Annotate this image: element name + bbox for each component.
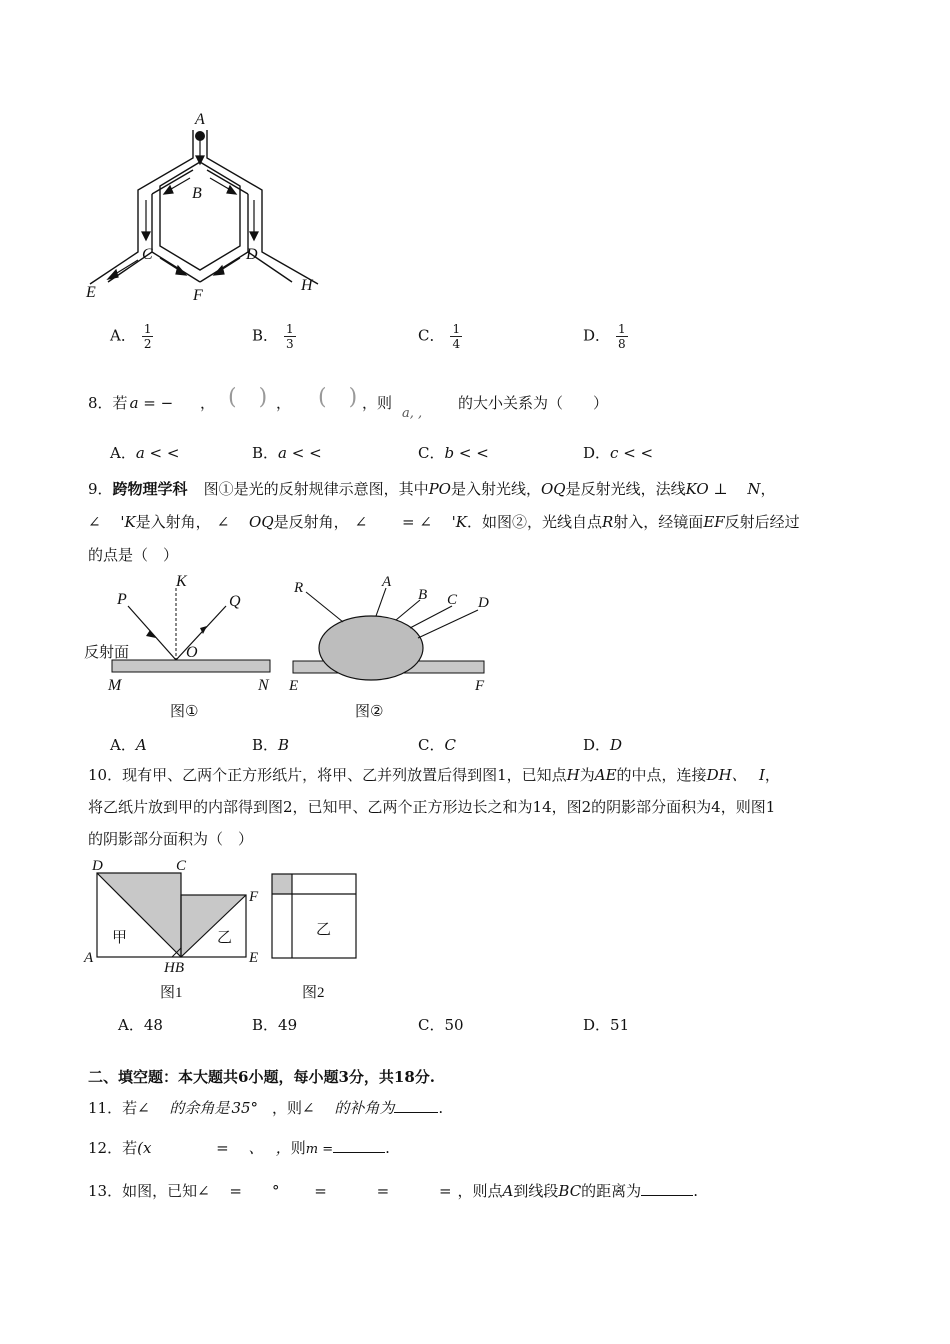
label-O: O: [186, 644, 198, 661]
label-N: N: [258, 677, 269, 694]
q12-answer-blank[interactable]: [333, 1140, 385, 1153]
label-H: H: [301, 277, 313, 294]
q8-c-paren: ( ): [318, 385, 358, 410]
q9-option-b[interactable]: B．B: [252, 736, 290, 754]
label-R: R: [294, 580, 304, 596]
label-jia: 甲: [112, 930, 128, 946]
fig2-caption: 图②: [355, 702, 384, 720]
label-yi: 乙: [217, 930, 233, 946]
q8-abc: a, ,: [402, 406, 423, 421]
ray-b: [396, 600, 420, 620]
q10-stem-line2: 将乙纸片放到甲的内部得到图2，已知甲、乙两个正方形边长之和为14，图2的阴影部分面积为4，则图1: [88, 798, 776, 816]
q8-stem: 8．若 a = − ， ( ) ， ( ) ，则 a, , 的大小关系为（ ）: [88, 392, 860, 413]
label-D: D: [478, 595, 489, 611]
q13-stem: 13．如图，已知∠ = ° = = = ，则点A到线段BC的距离为 .: [88, 1182, 698, 1200]
q10-option-c[interactable]: C．50: [418, 1016, 464, 1034]
label-D: D: [246, 246, 258, 263]
label-C: C: [176, 858, 187, 874]
outer-path-right: [207, 130, 318, 284]
label-D: D: [92, 858, 103, 874]
label-C: C: [447, 592, 458, 608]
q8-option-b[interactable]: B．a < <: [252, 444, 322, 462]
label-Q: Q: [229, 593, 241, 610]
label-P: P: [117, 591, 127, 608]
fig1-caption: 图①: [170, 702, 199, 720]
q8-option-c[interactable]: C．b < <: [418, 444, 489, 462]
label-E: E: [86, 284, 96, 301]
start-dot: [195, 131, 205, 141]
q8-option-d[interactable]: D．c < <: [583, 444, 654, 462]
fraction: $\frac{1}{8}$: [618, 322, 626, 351]
ray-d: [418, 610, 478, 638]
mirror-mn: [112, 660, 270, 672]
label-M: M: [108, 677, 122, 694]
path-bottom-right: [200, 252, 248, 282]
q7-option-a[interactable]: [110, 322, 153, 351]
q13-answer-blank[interactable]: [641, 1183, 693, 1196]
label-K: K: [176, 573, 187, 590]
q9-stem-line2: ∠ 'K是入射角， ∠ OQ是反射角， ∠ = ∠ 'K．如图②，光线自点R射入，经镜面EF反射后经过: [88, 513, 800, 531]
q10-figure-2: [262, 862, 372, 1012]
q9-subject-tag: 跨物理学科: [112, 480, 188, 498]
section-2-title: 二、填空题：本大题共6小题，每小题3分，共18分.: [88, 1068, 435, 1086]
shaded-corner: [272, 874, 292, 894]
path-bottom-left: [152, 252, 200, 282]
ray-r: [306, 592, 343, 622]
q7-option-d[interactable]: [583, 322, 628, 351]
q9-figure-1: [80, 572, 280, 722]
fig1-caption: 图1: [160, 985, 183, 1001]
label-F: F: [193, 287, 203, 303]
option-letter: D．: [583, 326, 611, 345]
q9-stem-line1: 9．跨物理学科 图①是光的反射规律示意图，其中PO是入射光线，OQ是反射光线，法线KO ⊥ N，: [88, 480, 776, 498]
fraction: $\frac{1}{4}$: [452, 322, 461, 351]
q8-b-paren: ( ): [228, 385, 268, 410]
label-E: E: [249, 950, 259, 966]
q10-option-b[interactable]: B．49: [252, 1016, 298, 1034]
label-B: B: [192, 185, 202, 202]
inner-hexagon: [160, 162, 240, 270]
label-A: A: [382, 574, 392, 590]
label-E: E: [289, 678, 299, 694]
q10-stem-line1: 10．现有甲、乙两个正方形纸片，将甲、乙并列放置后得到图1，已知点H为AE的中点，连接DH、 I，: [88, 766, 780, 784]
q8-a-expression: a = −: [129, 394, 174, 412]
obstacle: [319, 616, 423, 680]
ray-a: [376, 588, 386, 616]
ray-oq: [176, 606, 226, 660]
q9-option-d[interactable]: D．D: [583, 736, 623, 754]
q10-option-d[interactable]: D．51: [583, 1016, 630, 1034]
label-C: C: [142, 246, 153, 263]
q10-stem-line3: 的阴影部分面积为（ ）: [88, 830, 254, 848]
q7-path-figure: [80, 108, 330, 303]
fraction: $\frac{1}{2}$: [143, 322, 152, 351]
option-letter: C．: [418, 326, 445, 345]
q7-option-b[interactable]: [252, 322, 296, 351]
label-yi: 乙: [316, 922, 332, 938]
q9-option-a[interactable]: A．A: [110, 736, 147, 754]
label-B: B: [418, 587, 428, 603]
q9-stem-line3: 的点是（ ）: [88, 546, 179, 564]
q11-answer-blank[interactable]: [394, 1100, 438, 1113]
q10-figure-1: [80, 852, 280, 1012]
q9-option-c[interactable]: C．C: [418, 736, 456, 754]
label-F: F: [249, 889, 259, 905]
option-letter: A．: [110, 326, 136, 345]
q10-option-a[interactable]: A．48: [118, 1016, 163, 1034]
fraction: $\frac{1}{3}$: [286, 322, 294, 351]
q12-stem: 12．若(x = 、 ，则m = .: [88, 1139, 390, 1157]
mirror-label: 反射面: [84, 643, 130, 661]
option-letter: B．: [252, 326, 279, 345]
q11-stem: 11．若∠ 的余角是 35° ，则∠ 的补角为 .: [88, 1099, 444, 1117]
fig2-caption: 图2: [302, 985, 325, 1001]
q8-option-a[interactable]: A．a < <: [110, 444, 180, 462]
label-F: F: [475, 678, 485, 694]
q7-option-c[interactable]: [418, 322, 462, 351]
label-HB: HB: [164, 960, 184, 976]
label-A: A: [84, 950, 94, 966]
q9-figure-2: [284, 572, 504, 722]
label-A: A: [195, 111, 205, 128]
